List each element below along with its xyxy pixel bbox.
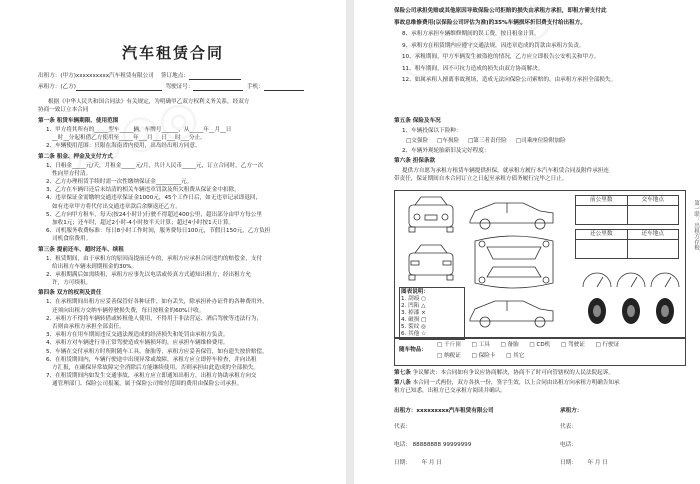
- clause-line: 4、违章保证金需缴纳交通违章保证金1000元，45个工作日后，如无违章记录即退回，: [46, 195, 262, 202]
- accessories-row2: [437, 353, 524, 360]
- tbl-head: 还车地点: [627, 230, 679, 239]
- legend-title: 图表说明：: [401, 289, 429, 295]
- clause-line: 方汇报，在确保异常故障完全消除后方能继续使用，否则承担由此造成的全部损失。: [52, 365, 259, 371]
- clause-line: 7、在租赁期间内如发生交通事故，承租方应立即通知出租方，出租方协助承租方向交: [46, 373, 257, 380]
- ins-opt[interactable]: □交强险: [406, 138, 429, 144]
- preamble-1: 根据《中华人民共和国合同法》有关规定，为明确甲乙双方权利义务关系，经双方: [48, 99, 250, 105]
- clause-line: 如有违章甲方将代付出交通违章款后余额返还乙方。: [52, 203, 181, 210]
- side-copy-label: 第一联：出租方存根: [693, 200, 699, 251]
- section-5-head: 第五条 保险及车况: [394, 118, 441, 124]
- lessor-tel: 电话： 88888888 99999999: [394, 442, 472, 448]
- input-cell[interactable]: [576, 240, 627, 258]
- clause-line: 通管理部门、保险公司报案，属于保险公司赔付范围的费用由保险公司承担。: [52, 381, 243, 388]
- clause-line: 1、甲方将其所有的_____型车_____辆，车牌号______，从_____年__月__日: [46, 127, 232, 133]
- clause-line: 2、承租方不得将车辆转借或转租他人使用，不得用于非法营运、酒后驾驶等违法行为，: [46, 315, 263, 322]
- lessee-date: 日期： 年 月 日: [560, 460, 608, 466]
- clause-line: 11、租车期间，因不可抗力造成的损失由双方协商解决。: [402, 65, 544, 72]
- clause-line: 否则由承租方承担全部责任。: [52, 324, 125, 330]
- accessory-check[interactable]: □ CD机: [529, 342, 551, 348]
- section-head: 第二条 租金、押金及支付方式: [38, 153, 113, 160]
- section-8-cont: 租方已知悉，出租方已交承租方阅读并确认。: [394, 388, 506, 394]
- section-7: 第七条 争议解决：本合同如有争议应协商解决，协商不了时可向管辖权的人民法院起诉。: [394, 370, 614, 376]
- lessee-tel: 电话：: [560, 442, 577, 448]
- section-6-line1: 提供方自愿为承租方租赁车辆提供担保，就承租方履行本汽车租赁合同及附件承担连: [402, 168, 609, 174]
- input-cell[interactable]: [627, 240, 679, 258]
- accessory-check[interactable]: □ 驾驶证: [560, 342, 585, 348]
- ins-opt[interactable]: □司乘座位险附加险: [515, 138, 566, 144]
- accessories-label: 随车物品：: [399, 347, 427, 353]
- section-5-line2: 2、车辆外观轮胎新旧及完好程度：: [402, 148, 490, 154]
- ins-opt[interactable]: □车损险: [436, 138, 460, 144]
- party-b: 承租方：(乙方) 驾驶证号： 手机：: [38, 84, 304, 91]
- return-table: [575, 229, 679, 259]
- accessory-check[interactable]: □ 备胎: [500, 342, 519, 348]
- clause-line: 给出租方车辆未到期租金的30%。: [52, 263, 138, 270]
- contract-title: 汽车租赁合同: [121, 44, 224, 62]
- legend-item: 3. 掉漆 ×: [401, 310, 426, 316]
- tire-icons: [588, 298, 674, 324]
- clause-line: 2、承租期满后如需续租，承租方应事先以电话或传真方式通知出租方，经出租方允: [46, 272, 251, 278]
- legend-box: [399, 287, 465, 340]
- car-top-view: [475, 236, 553, 288]
- legend-item: 6. 其他 ☆: [401, 331, 427, 337]
- contract-page-left: [0, 0, 346, 484]
- section-8: 第八条 本合同一式两份，双方各执一份，签字生效，以上合同由出租方向承租方明确告知承: [394, 380, 620, 386]
- clause-line: 1、日租金_____元/天，月租金_____元/月，共计人民币_____元，订立合同时，乙方一次: [46, 162, 264, 169]
- section-5-line1: 1、车辆投保以下险种：: [402, 128, 462, 134]
- lessor-line: 出租方：xxxxxxxxx汽车租赁有限公司: [394, 408, 494, 414]
- clause-line: 6、在租赁期间内，车辆行驶途中出现异常或故障，承租方应立即停车检查，并向出租: [46, 356, 257, 363]
- clause-line: 3、承租方在用车期间违反交通法规造成的经济损失和处罚由承租方负责。: [46, 332, 229, 339]
- accessory-check[interactable]: □ 纳税证: [437, 353, 461, 359]
- fuel-gauge-icons: [583, 273, 679, 287]
- lessor-date: 日期： 年 月 日: [394, 460, 442, 466]
- page-gutter: [346, 0, 354, 484]
- accessories-row1: [437, 342, 619, 349]
- legend-item: 1. 刮痕 ○: [401, 296, 426, 302]
- clause-line: 5、车辆在交付承租方时所附随车工具、备胎等，承租方应妥善保管，如有遗失按价赔偿。: [46, 348, 268, 355]
- clause-line: 保险公司承担免赔或其他原因导致保险公司拒赔的损失由承租方承担，即租方需支付此: [394, 8, 607, 14]
- ins-opt[interactable]: □第三者责任险: [467, 138, 507, 144]
- car-side-view-top: [470, 203, 553, 229]
- accessory-check[interactable]: □ 行驶证: [595, 342, 620, 348]
- clause-line: 性向甲方付清。: [52, 170, 92, 177]
- clause-line: 2、车辆使用范围：只限在海南省内使用，出岛经出租方同意。: [46, 143, 201, 150]
- clause-line: 3、乙方在车辆归还后未结清的相关车辆违章罚款及所欠租费从保证金中扣除。: [46, 187, 240, 194]
- clause-line: 事故总维修费用(以保险公司评估为准)的35%车辆损坏折旧费支付给出租方。: [394, 19, 586, 26]
- clause-line: 4、承租方对车辆进行非正常驾驶造成车辆损坏的，应承担车辆维修费用。: [46, 340, 229, 347]
- insurance-options: [406, 138, 566, 145]
- vehicle-diagram-frame: [394, 190, 686, 338]
- input-cell[interactable]: [627, 206, 679, 224]
- clause-line: 1、在承租期间出租方应妥善保管好各种证件，如有丢失，除承担补办证件的各种费用外，: [46, 299, 268, 306]
- section-6-head: 第六条 担保条款: [394, 158, 436, 164]
- section-head: 第三条 提前还车、超时还车、续租: [38, 246, 124, 253]
- lessee-line: 承租方：: [560, 408, 583, 414]
- preamble-2: 协商一致订立本合同: [38, 107, 89, 113]
- clause-line: 6、司机服务收费标准：每日8小时工作时间，服务费每日100元，节假日150元，乙方负担: [46, 228, 271, 235]
- section-6-line2: 带责任，保证期间自本合同订立之日起至承租方债务履行完毕之日止。: [394, 176, 568, 182]
- car-side-view-bottom: [470, 301, 553, 327]
- clause-line: 许，方可续租。: [52, 280, 92, 287]
- accessory-check[interactable]: □ 其它: [506, 353, 525, 359]
- tbl-head: 交车地点: [627, 196, 679, 205]
- clause-line: 还须向出租方交纳车辆停驶损失费，每日按租金的60%计收。: [52, 307, 205, 314]
- clause-line: 5、乙方向甲方租车，每天(按24小时计)行驶不得超过400公里，超出部分由甲方每公里: [46, 211, 262, 218]
- legend-item: 4. 破损 □: [401, 317, 427, 323]
- legend-item: 5. 裂纹 ◎: [401, 324, 426, 330]
- accessories-box: [394, 338, 686, 366]
- tbl-head: 前公里数: [590, 197, 613, 203]
- tbl-head: 还公里数: [590, 231, 613, 237]
- lessee-rep: 代表：: [560, 424, 577, 430]
- clause-line: __时__分起租借乙方使用至_____年___月___日___时___分止。: [52, 135, 206, 142]
- clause-line: 司机食宿费用。: [52, 236, 92, 243]
- accessory-check[interactable]: □ 保险卡: [471, 353, 496, 359]
- delivery-table: [575, 195, 679, 225]
- clause-line: 9、承租方在租赁期内应遵守交通法规，因违章造成的罚款由承租方负责。: [402, 42, 585, 49]
- accessory-check[interactable]: □ 工具: [471, 342, 490, 348]
- clause-line: 2、乙方办理租赁手续时需一次性缴纳保证金_________元。: [46, 179, 193, 185]
- input-cell[interactable]: [576, 206, 627, 224]
- section-head: 第一条 租赁车辆期限、使用范围: [38, 118, 119, 124]
- contract-page-right: [354, 0, 700, 484]
- clause-line: 12、如属承租人擅离事故现场，造成无法向保险公司索赔的，由承租方承担全部损失。: [402, 77, 617, 83]
- car-rear-view: [409, 245, 453, 280]
- car-front-view: [409, 197, 453, 232]
- section-head: 第四条 双方的权利及责任: [38, 290, 102, 297]
- lessor-rep: 代表：: [394, 424, 411, 430]
- party-a: 出租方：(甲方)xxxxxxxxxx汽车租赁有限公司 签订地点：: [38, 73, 241, 80]
- clause-line: 10、承租期间，甲方车辆发生被盗抢的情况，乙方应立即报告公安机关和甲方。: [402, 54, 600, 60]
- clause-line: 1、租赁期间，由于承租方的原因而提前还车的，承租方应承担合同违约的赔偿金，支付: [46, 255, 263, 262]
- accessory-check[interactable]: □ 千斤顶: [437, 342, 461, 348]
- legend-item: 2. 凹陷 △: [401, 303, 426, 309]
- clause-line: 8、承租方承担车辆维修期间的误工费，按日租金计算。: [402, 31, 540, 37]
- clause-line: 加收1元；还车时，超过2小时-4小时按半天计算；超过4小时按1天计算。: [52, 220, 235, 226]
